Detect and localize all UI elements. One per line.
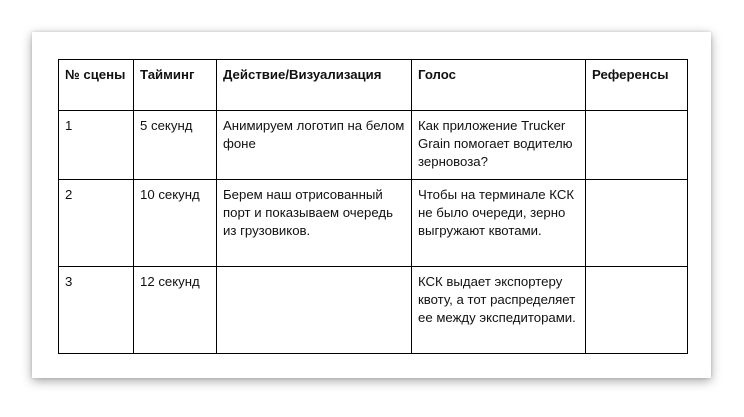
cell-scene-number[interactable]: 2 bbox=[59, 180, 134, 267]
cell-timing[interactable]: 10 секунд bbox=[134, 180, 217, 267]
cell-action[interactable]: Берем наш отрисованный порт и показываем очередь из грузовиков. bbox=[217, 180, 412, 267]
table-row bbox=[59, 267, 688, 354]
cell-scene-number[interactable]: 3 bbox=[59, 267, 134, 354]
cell-timing[interactable]: 5 секунд bbox=[134, 111, 217, 180]
cell-references[interactable] bbox=[586, 111, 688, 180]
table-row bbox=[59, 111, 688, 180]
cell-scene-number[interactable]: 1 bbox=[59, 111, 134, 180]
cell-action[interactable] bbox=[217, 267, 412, 354]
storyboard-table bbox=[58, 59, 688, 354]
header-scene-number[interactable]: № сцены bbox=[59, 60, 134, 111]
header-action[interactable]: Действие/Визуализация bbox=[217, 60, 412, 111]
table-row bbox=[59, 180, 688, 267]
cell-action[interactable]: Анимируем логотип на белом фоне bbox=[217, 111, 412, 180]
cell-references[interactable] bbox=[586, 267, 688, 354]
document-page bbox=[32, 32, 711, 378]
table-header-row bbox=[59, 60, 688, 111]
header-references[interactable]: Референсы bbox=[586, 60, 688, 111]
cell-voice[interactable]: КСК выдает экспортеру квоту, а тот распределяет ее между экспедиторами. bbox=[412, 267, 586, 354]
cell-references[interactable] bbox=[586, 180, 688, 267]
header-voice[interactable]: Голос bbox=[412, 60, 586, 111]
header-timing[interactable]: Тайминг bbox=[134, 60, 217, 111]
cell-voice[interactable]: Чтобы на терминале КСК не было очереди, зерно выгружают квотами. bbox=[412, 180, 586, 267]
cell-voice[interactable]: Как приложение Trucker Grain помогает водителю зерновоза? bbox=[412, 111, 586, 180]
cell-timing[interactable]: 12 секунд bbox=[134, 267, 217, 354]
